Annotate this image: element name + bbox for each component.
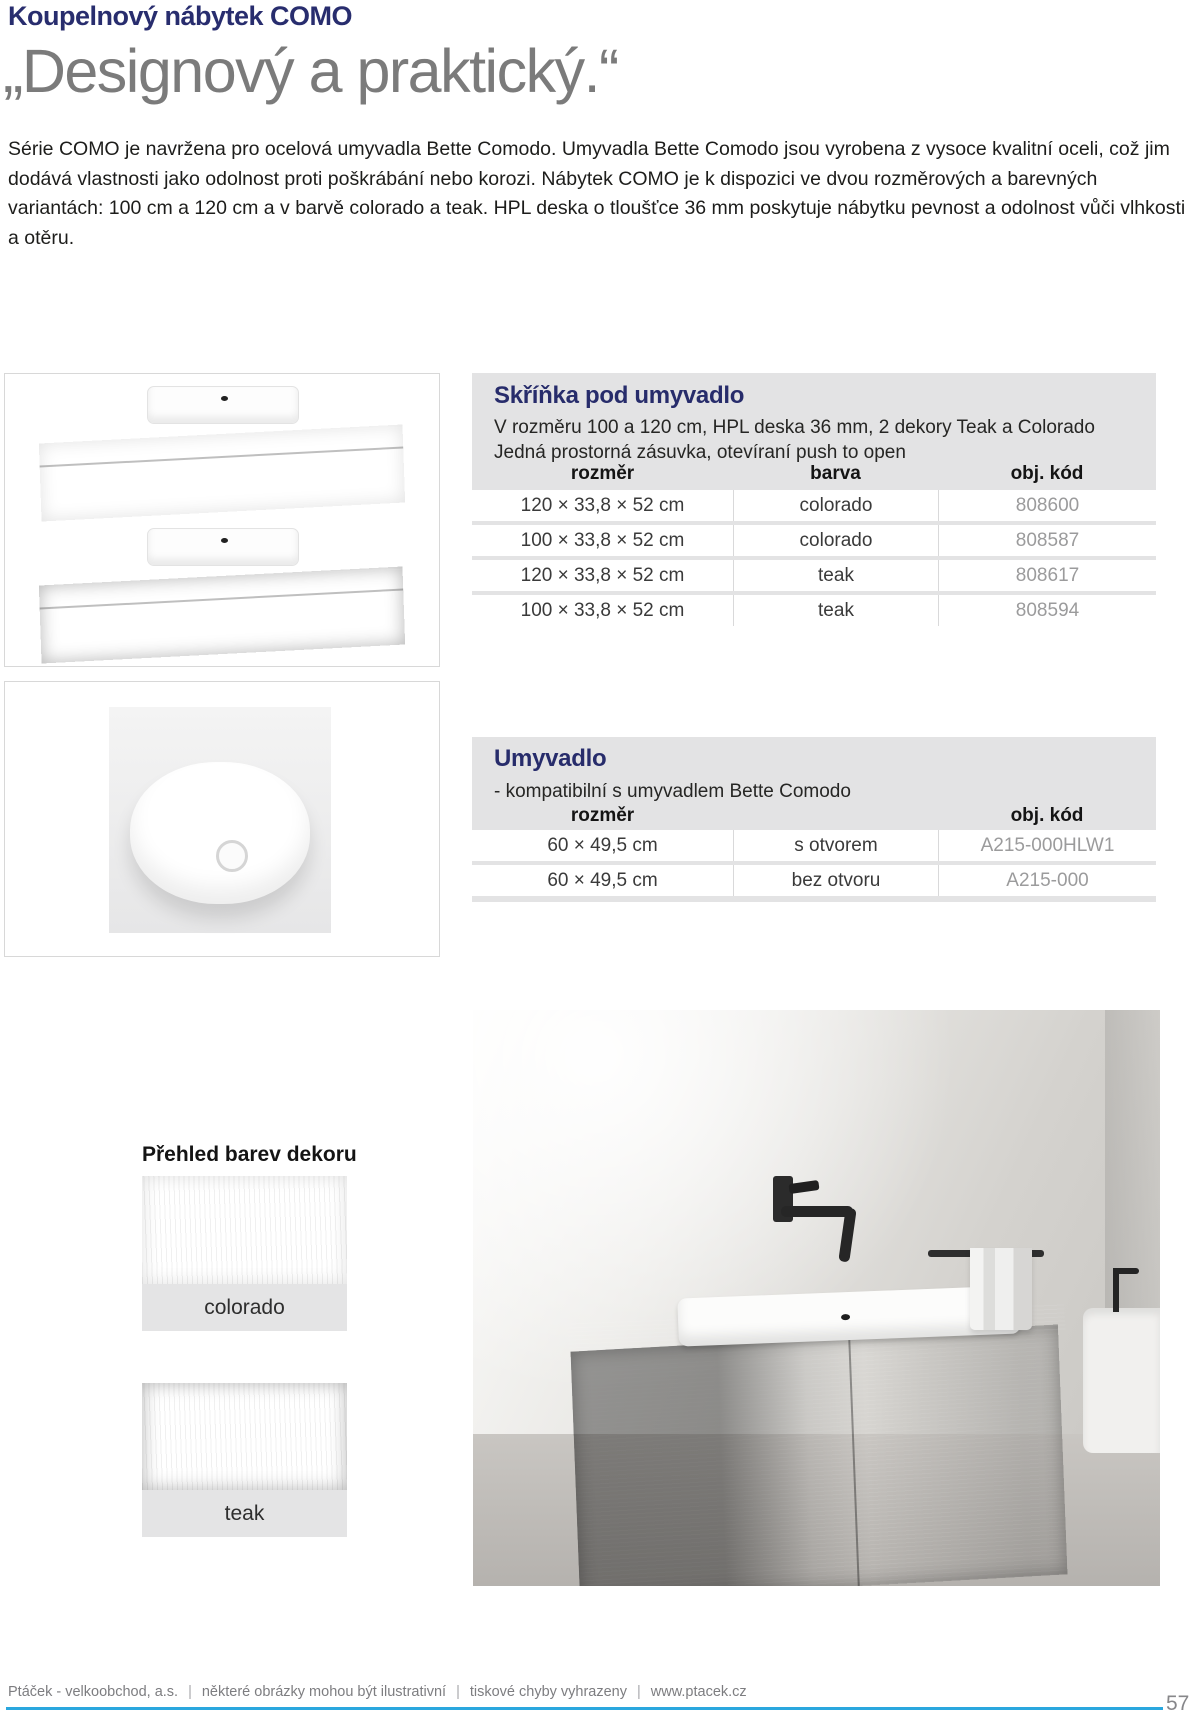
cell-obj-kod: A215-000HLW1 [938,830,1156,861]
decor-swatch-teak-label: teak [142,1490,347,1537]
tap-hole [221,396,228,401]
table-row [472,865,1156,896]
cell-rozmer: 100 × 33,8 × 52 cm [520,600,685,621]
intro-paragraph: Série COMO je navržena pro ocelová umyvadla Bette Comodo. Umyvadla Bette Comodo jsou vyrobena z vysoce kvalitní oceli, což jim dodává vlastnosti jako odolnost proti poškrábání nebo korozi. Nábytek COMO je k dispozici ve dvou rozměrových a barevných variantách: 100 cm a 120 cm a v barvě colorado a teak. HPL deska o tloušťce 36 mm poskytuje nábytku pevnost a odolnost vůči vlhkosti a otěru. [8,138,1186,249]
footer-company: Ptáček - velkoobchod, a.s. [8,1684,179,1700]
washbasin-image-box [4,681,440,957]
cabinet-image-box [4,373,440,667]
vanity-shading [571,1324,1068,1586]
column-header-obj-kod: obj. kód [1010,463,1084,484]
cell-obj-kod: 808594 [938,595,1156,626]
cell-barva: colorado [733,525,938,556]
cell-barva: teak [733,595,938,626]
cell-rozmer: 60 × 49,5 cm [547,870,658,891]
cell-obj-kod: 808600 [938,490,1156,521]
decor-swatch-colorado-label: colorado [142,1284,347,1331]
footer-note-2: tiskové chyby vyhrazeny [469,1684,627,1700]
cabinet-section-title: Skříňka pod umyvadlo [494,382,745,409]
faucet-spout-arm [781,1206,853,1217]
cell-variant: s otvorem [733,830,938,861]
basin-section-desc: - kompatibilní s umyvadlem Bette Comodo [494,781,851,802]
cabinet-teak-body [39,566,405,663]
table-row [472,490,1156,521]
towel [970,1248,1032,1330]
basin-section-title: Umyvadlo [494,745,607,772]
cabinet-teak-basin [147,528,299,566]
bathtub [1083,1308,1160,1453]
footer-separator: | [456,1684,460,1700]
cell-variant: bez otvoru [733,865,938,896]
washbasin-image [109,707,331,933]
table-row [472,560,1156,591]
cabinet-teak-image [22,526,422,656]
footer-note-1: některé obrázky mohou být ilustrativní [201,1684,447,1700]
basin-table-header [472,805,1156,829]
table-row [472,830,1156,861]
cabinet-table-header [472,463,1156,487]
decor-heading: Přehled barev dekoru [142,1143,357,1166]
cell-rozmer: 60 × 49,5 cm [547,835,658,856]
cabinet-colorado-body [39,424,405,521]
footer-separator: | [188,1684,192,1700]
cell-barva: colorado [733,490,938,521]
cell-obj-kod: 808587 [938,525,1156,556]
cell-rozmer: 120 × 33,8 × 52 cm [520,565,685,586]
column-header-obj-kod: obj. kód [1010,805,1084,826]
page-quote-title: „Designový a praktický.“ [3,37,618,105]
cabinet-section [472,373,1156,625]
basin-section [472,737,1156,902]
drawer-seam [40,446,404,467]
footer-rule [6,1707,1163,1710]
cabinet-section-desc-2: Jedná prostorná zásuvka, otevíraní push to open [494,442,906,463]
footer-line [8,1684,747,1700]
page-kicker: Koupelnový nábytek COMO [8,1,353,31]
table-row [472,595,1156,626]
column-header-empty [733,805,938,829]
cell-rozmer: 120 × 33,8 × 52 cm [520,495,685,516]
washbasin-oval [130,762,310,904]
cell-obj-kod: 808617 [938,560,1156,591]
washbasin-drain [216,840,248,872]
column-header-barva: barva [810,463,861,484]
cabinet-section-desc-1: V rozměru 100 a 120 cm, HPL deska 36 mm, 2 dekory Teak a Colorado [494,417,1095,438]
cell-obj-kod: A215-000 [938,865,1156,896]
decor-swatch-teak [142,1383,347,1490]
decor-swatch-colorado [142,1176,347,1284]
tap-hole [841,1314,850,1320]
footer-separator: | [637,1684,641,1700]
cabinet-colorado-basin [147,386,299,424]
column-header-rozmer: rozměr [570,805,635,826]
tub-faucet-spout [1113,1268,1139,1274]
page-number: 57 [1166,1692,1190,1715]
vanity-cabinet [571,1324,1068,1586]
cabinet-colorado-image [22,384,422,514]
cell-rozmer: 100 × 33,8 × 52 cm [520,530,685,551]
tap-hole [221,538,228,543]
drawer-seam [40,588,404,609]
tub-faucet [1113,1268,1119,1312]
footer-website: www.ptacek.cz [650,1684,747,1700]
column-header-rozmer: rozměr [570,463,635,484]
cell-barva: teak [733,560,938,591]
table-row [472,525,1156,556]
bathroom-scene-photo [473,1010,1160,1586]
